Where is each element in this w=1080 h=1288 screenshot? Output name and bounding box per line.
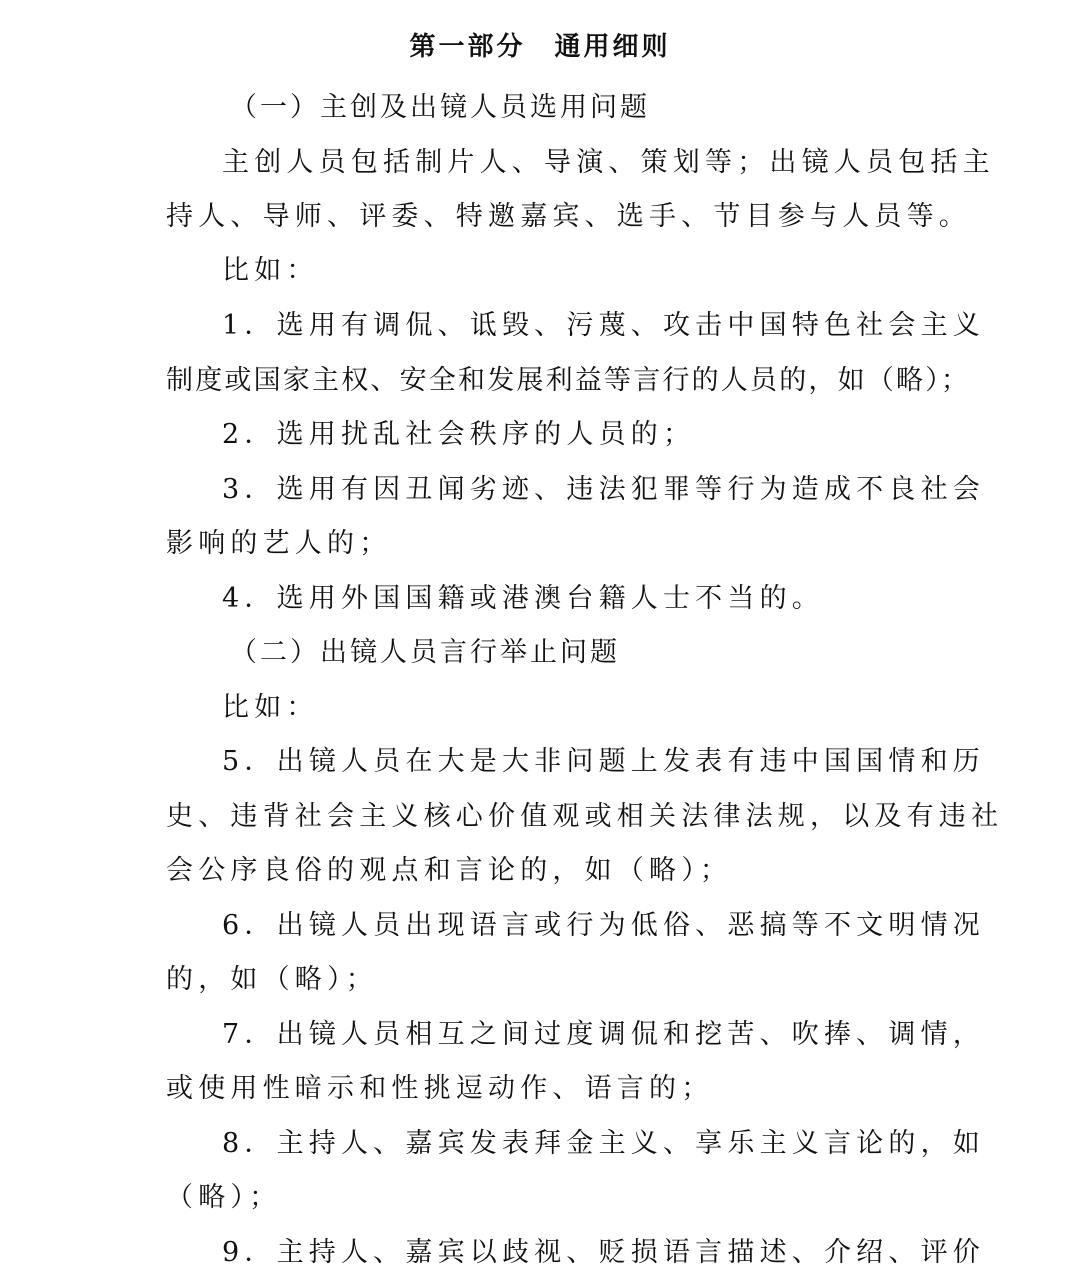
paragraph-line: 持人、导师、评委、特邀嘉宾、选手、节目参与人员等。: [166, 201, 971, 232]
page-title: 第一部分 通用细则: [409, 32, 671, 62]
example-label: 比如：: [222, 692, 319, 723]
list-item-8: 8．主持人、嘉宾发表拜金主义、享乐主义言论的，如: [222, 1128, 985, 1159]
list-item-1: 1．选用有调侃、诋毁、污蔑、攻击中国特色社会主义: [222, 310, 985, 341]
paragraph-line: 主创人员包括制片人、导演、策划等；出镜人员包括主: [222, 147, 995, 178]
list-item-3-cont: 影响的艺人的；: [166, 528, 392, 559]
list-item-9: 9．主持人、嘉宾以歧视、贬损语言描述、介绍、评价: [222, 1237, 985, 1268]
section-heading-1: （一）主创及出镜人员选用问题: [230, 92, 650, 123]
list-item-2: 2．选用扰乱社会秩序的人员的；: [222, 419, 696, 450]
example-label: 比如：: [222, 255, 319, 286]
section-heading-2: （二）出镜人员言行举止问题: [230, 637, 620, 668]
list-item-1-cont: 制度或国家主权、安全和发展利益等言行的人员的，如（略）；: [166, 365, 971, 396]
list-item-7: 7．出镜人员相互之间过度调侃和挖苦、吹捧、调情，: [222, 1019, 985, 1050]
list-item-4: 4．选用外国国籍或港澳台籍人士不当的。: [222, 583, 824, 614]
list-item-7-cont: 或使用性暗示和性挑逗动作、语言的；: [166, 1073, 714, 1104]
list-item-3: 3．选用有因丑闻劣迹、违法犯罪等行为造成不良社会: [222, 474, 985, 505]
list-item-8-cont: （略）；: [166, 1182, 282, 1213]
list-item-5: 5．出镜人员在大是大非问题上发表有违中国国情和历: [222, 746, 985, 777]
list-item-6: 6．出镜人员出现语言或行为低俗、恶搞等不文明情况: [222, 910, 985, 941]
list-item-5-cont: 史、违背社会主义核心价值观或相关法律法规，以及有违社: [166, 801, 1004, 832]
list-item-6-cont: 的，如（略）；: [166, 964, 378, 995]
list-item-5-cont: 会公序良俗的观点和言论的，如（略）；: [166, 855, 733, 886]
